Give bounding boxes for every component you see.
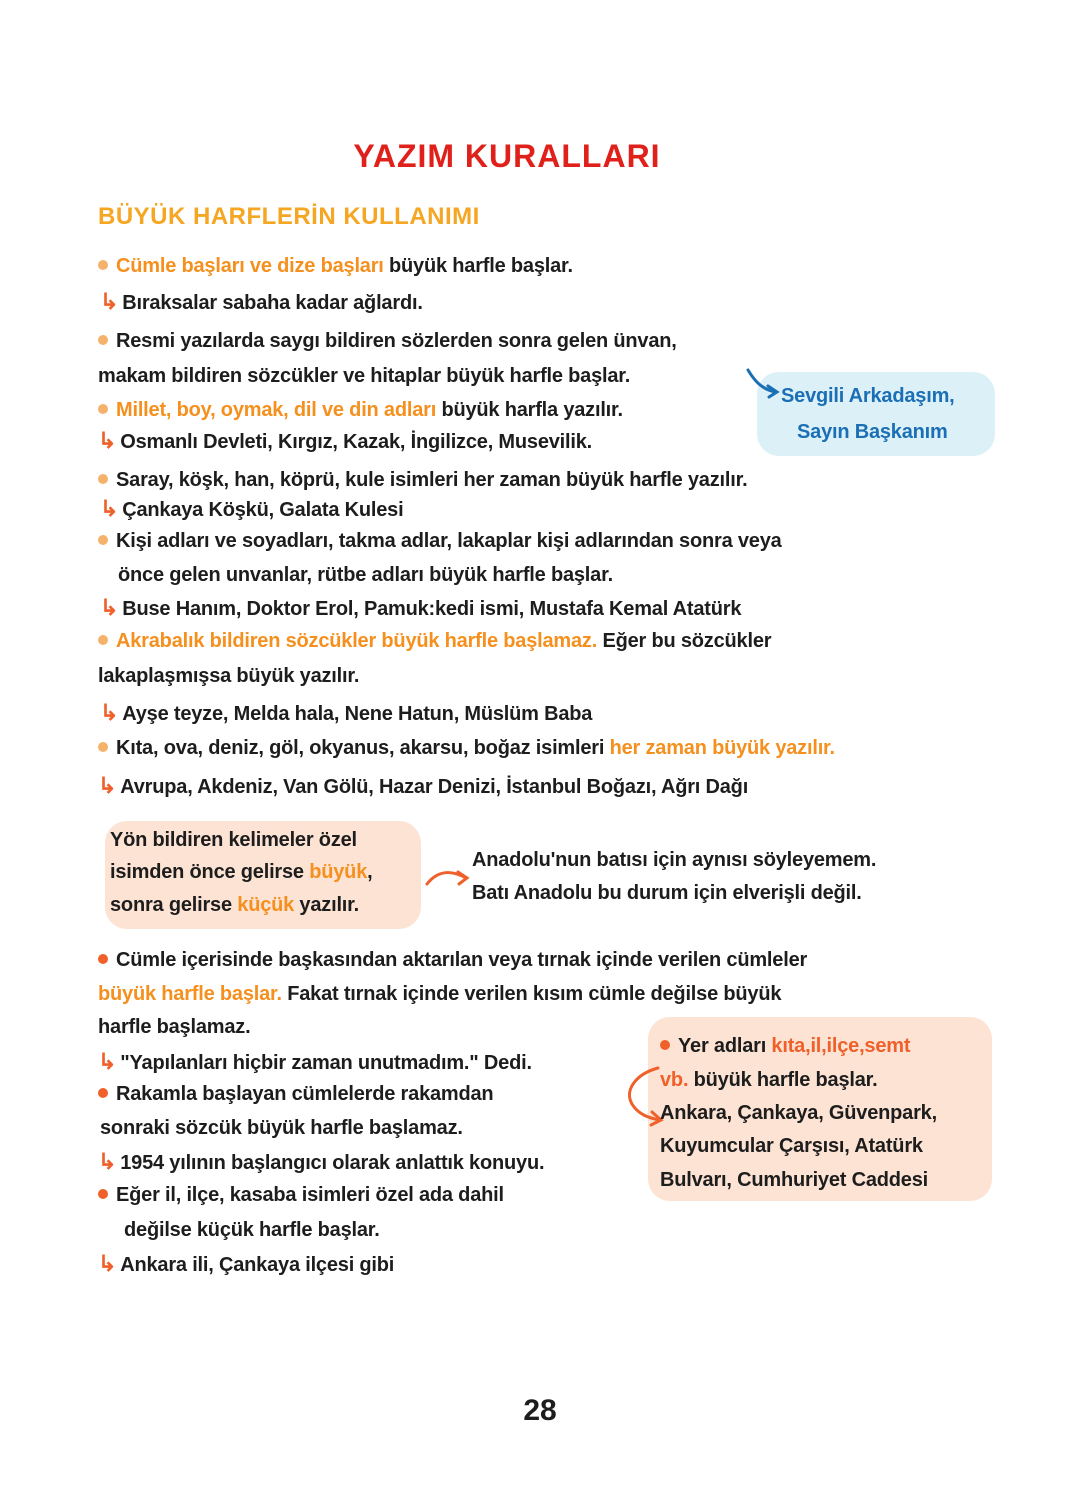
lines-line: [98, 467, 747, 493]
bullet-dot-icon: [98, 1189, 108, 1199]
curved-arrow-icon: [622, 1064, 664, 1128]
lines-line: [98, 628, 771, 654]
example-arrow-icon: ↳: [100, 595, 119, 620]
text: Bıraksalar sabaha kadar ağlardı.: [122, 292, 423, 314]
section-heading: BÜYÜK HARFLERİN KULLANIMI: [98, 203, 480, 230]
highlighted-text: Akrabalık bildiren sözcükler büyük harfle başlamaz.: [116, 630, 598, 652]
lines2-line: [124, 1217, 380, 1243]
lines2-line: [98, 1049, 532, 1076]
text: Kişi adları ve soyadları, takma adlar, lakaplar kişi adlarından sonra veya: [116, 530, 782, 552]
example-arrow-icon: ↳: [98, 428, 117, 453]
text: Resmi yazılarda saygı bildiren sözlerden sonra gelen ünvan,: [116, 330, 677, 352]
bullet-dot-icon: [98, 954, 108, 964]
place-note-line: [660, 1167, 928, 1193]
text: Yön bildiren kelimeler özel: [110, 829, 357, 851]
text: isimden önce gelirse: [110, 861, 310, 883]
text: Çankaya Köşkü, Galata Kulesi: [122, 499, 404, 521]
text: Eğer il, ilçe, kasaba isimleri özel ada dahil: [116, 1184, 504, 1206]
example-arrow-icon: ↳: [98, 1049, 117, 1074]
highlighted-text: Millet, boy, oymak, dil ve din adları: [116, 399, 437, 421]
text: Ayşe teyze, Melda hala, Nene Hatun, Müslüm Baba: [122, 703, 593, 725]
lines2-line: [98, 947, 807, 973]
text: Osmanlı Devleti, Kırgız, Kazak, İngilizce, Musevilik.: [120, 431, 593, 453]
arrow-to-note-icon: [744, 366, 784, 400]
lines-line: [98, 253, 573, 279]
lines-line: [98, 328, 677, 354]
text: büyük harfle başlar.: [688, 1069, 878, 1091]
lines-line: [98, 528, 782, 554]
lines2-line: [98, 1251, 394, 1278]
direction-example-line: [472, 847, 876, 873]
text: büyük harfla yazılır.: [436, 399, 623, 421]
text: değilse küçük harfle başlar.: [124, 1219, 380, 1241]
text: Bulvarı, Cumhuriyet Caddesi: [660, 1169, 928, 1191]
text: harfle başlamaz.: [98, 1016, 251, 1038]
bullet-dot-icon: [98, 474, 108, 484]
lines-line: [100, 289, 423, 316]
direction-note-line: [110, 827, 357, 853]
lines-line: [100, 595, 741, 622]
lines-line: [98, 663, 359, 689]
direction-note-line: [110, 892, 359, 918]
text: sonra gelirse: [110, 894, 238, 916]
direction-note-line: [110, 859, 372, 885]
lines2-line: [98, 1081, 493, 1107]
highlighted-text: kıta,il,ilçe,semt: [771, 1035, 911, 1057]
text: Cümle içerisinde başkasından aktarılan veya tırnak içinde verilen cümleler: [116, 949, 808, 971]
lines2-line: [98, 1014, 250, 1040]
highlighted-text: büyük: [309, 861, 368, 883]
lines-line: [98, 428, 592, 455]
text: Yer adları: [678, 1035, 772, 1057]
text: Kıta, ova, deniz, göl, okyanus, akarsu, boğaz isimleri: [116, 737, 610, 759]
text: lakaplaşmışsa büyük yazılır.: [98, 665, 360, 687]
lines-line: [100, 700, 592, 727]
text: 1954 yılının başlangıcı olarak anlattık konuyu.: [120, 1152, 545, 1174]
example-arrow-icon: ↳: [100, 289, 119, 314]
example-arrow-icon: ↳: [100, 496, 119, 521]
text: Avrupa, Akdeniz, Van Gölü, Hazar Denizi, İstanbul Boğazı, Ağrı Dağı: [120, 776, 749, 798]
text: makam bildiren sözcükler ve hitaplar büyük harfle başlar.: [98, 365, 631, 387]
highlighted-text: her zaman büyük yazılır.: [609, 737, 835, 759]
text: Saray, köşk, han, köprü, kule isimleri her zaman büyük harfle yazılır.: [116, 469, 748, 491]
text: Fakat tırnak içinde verilen kısım cümle değilse büyük: [281, 983, 782, 1005]
bullet-dot-icon: [98, 335, 108, 345]
example-arrow-icon: ↳: [98, 1149, 117, 1174]
bullet-dot-icon: [98, 1088, 108, 1098]
bullet-dot-icon: [98, 635, 108, 645]
example-arrow-icon: ↳: [100, 700, 119, 725]
highlighted-text: vb.: [660, 1069, 689, 1091]
bullet-dot-icon: [660, 1040, 670, 1050]
example-note-text: Sevgili Arkadaşım,: [781, 385, 955, 407]
text: önce gelen unvanlar, rütbe adları büyük harfle başlar.: [118, 564, 613, 586]
example-arrow-icon: ↳: [98, 1251, 117, 1276]
lines2-line: [98, 1182, 504, 1208]
bullet-dot-icon: [98, 404, 108, 414]
bullet-dot-icon: [98, 742, 108, 752]
text: Anadolu'nun batısı için aynısı söyleyemem.: [472, 849, 877, 871]
text: sonraki sözcük büyük harfle başlamaz.: [100, 1117, 463, 1139]
place-note-line: [660, 1067, 878, 1093]
text: yazılır.: [294, 894, 359, 916]
lines2-line: [98, 981, 781, 1007]
text: Batı Anadolu bu durum için elverişli değil.: [472, 882, 862, 904]
text: Eğer bu sözcükler: [597, 630, 772, 652]
bullet-dot-icon: [98, 260, 108, 270]
lines-line: [98, 773, 748, 800]
lines2-line: [100, 1115, 463, 1141]
text: ,: [367, 861, 373, 883]
place-note-line: [660, 1133, 923, 1159]
highlighted-text: büyük harfle başlar.: [98, 983, 282, 1005]
page-number: 28: [523, 1394, 557, 1427]
highlighted-text: küçük: [237, 894, 295, 916]
text: Kuyumcular Çarşısı, Atatürk: [660, 1135, 923, 1157]
lines-line: [98, 735, 835, 761]
place-note-line: [660, 1033, 910, 1059]
lines-line: [118, 562, 613, 588]
text: büyük harfle başlar.: [383, 255, 573, 277]
lines-line: [98, 397, 623, 423]
highlighted-text: Cümle başları ve dize başları: [116, 255, 384, 277]
arrow-to-example-icon: [424, 866, 470, 892]
direction-example-line: [472, 880, 862, 906]
lines2-line: [98, 1149, 544, 1176]
lines-line: [100, 496, 403, 523]
text: Ankara ili, Çankaya ilçesi gibi: [120, 1254, 395, 1276]
example-note-text: Sayın Başkanım: [797, 421, 948, 443]
page-title: YAZIM KURALLARI: [353, 138, 661, 174]
text: Ankara, Çankaya, Güvenpark,: [660, 1102, 937, 1124]
text: Rakamla başlayan cümlelerde rakamdan: [116, 1083, 494, 1105]
bullet-dot-icon: [98, 535, 108, 545]
lines-line: [98, 363, 630, 389]
text: "Yapılanları hiçbir zaman unutmadım." Dedi.: [120, 1052, 532, 1074]
text: Buse Hanım, Doktor Erol, Pamuk:kedi ismi, Mustafa Kemal Atatürk: [122, 598, 742, 620]
example-arrow-icon: ↳: [98, 773, 117, 798]
place-note-line: [660, 1100, 937, 1126]
